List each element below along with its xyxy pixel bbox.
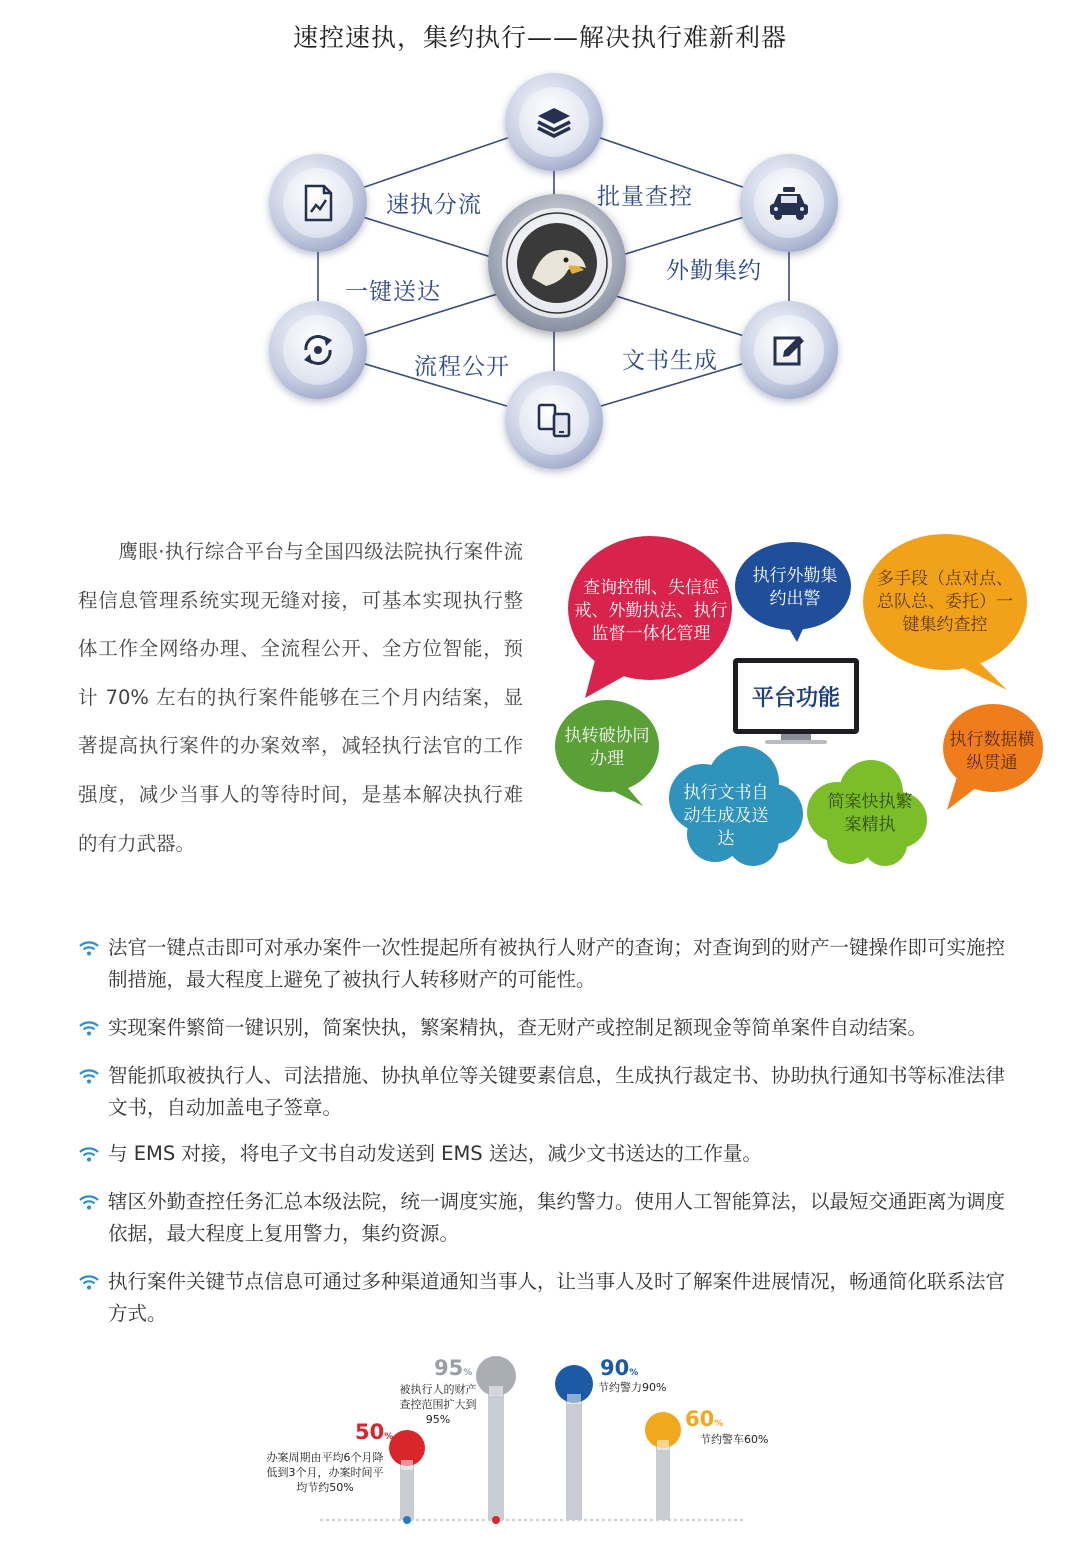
bullet-item: 与 EMS 对接，将电子文书自动发送到 EMS 送达，减少文书送达的工作量。	[78, 1138, 1018, 1170]
wifi-icon	[78, 1144, 100, 1164]
label-field-intensive: 外勤集约	[666, 258, 762, 284]
label-process-open: 流程公开	[414, 354, 510, 380]
stat-caption-50: 办案周期由平均6个月降低到3个月，办案时间平均节约50%	[266, 1451, 384, 1494]
stat-value-60: 60%	[685, 1407, 724, 1431]
node-doc-generate	[740, 301, 838, 399]
stat-value-95: 95%	[434, 1356, 473, 1380]
bubble-data-connect: 执行数据横纵贯通	[949, 730, 1035, 773]
node-batch-layers	[505, 73, 603, 171]
page-title: 速控速执，集约执行——解决执行难新利器	[292, 23, 787, 52]
stat-value-50: 50%	[355, 1420, 394, 1444]
bullet-item: 执行案件关键节点信息可通过多种渠道通知当事人，让当事人及时了解案件进展情况，畅通简化联系法官方式。	[78, 1266, 1018, 1330]
bulb-60-percent	[645, 1412, 681, 1520]
document-chart-icon	[300, 183, 336, 223]
eagle-emblem	[502, 208, 612, 318]
wifi-icon	[78, 1066, 100, 1086]
wifi-icon	[78, 1192, 100, 1212]
node-field-car	[740, 154, 838, 252]
wifi-icon	[78, 938, 100, 958]
platform-monitor	[733, 658, 859, 744]
wifi-icon	[78, 1018, 100, 1038]
bullet-item: 法官一键点击即可对承办案件一次性提起所有被执行人财产的查询；对查询到的财产一键操作即可实施控制措施，最大程度上避免了被执行人转移财产的可能性。	[78, 932, 1018, 996]
bullet-item: 辖区外勤查控任务汇总本级法院，统一调度实施，集约警力。使用人工智能算法，以最短交通距离为调度依据，最大程度上复用警力，集约资源。	[78, 1186, 1018, 1250]
bullet-item: 实现案件繁简一键识别，简案快执，繁案精执，查无财产或控制足额现金等简单案件自动结案。	[78, 1012, 1028, 1044]
intro-paragraph: 鹰眼·执行综合平台与全国四级法院执行案件流程信息管理系统实现无缝对接，可基本实现执行整体工作全网络办理、全流程公开、全方位智能，预计 70% 左右的执行案件能够在三个月内结案，显著提高执行案件的办案效率，减轻执行法官的工作强度，减少当事人的等待时间，是基本解决执行难的有力武器。	[78, 540, 523, 855]
stat-caption-90: 节约警力90%	[598, 1381, 667, 1394]
police-car-icon	[767, 183, 811, 223]
refresh-cycle-icon	[298, 330, 338, 370]
bulb-90-percent	[555, 1365, 593, 1520]
stat-caption-95: 被执行人的财产查控范围扩大到95%	[399, 1383, 477, 1426]
platform-center-label: 平台功能	[751, 685, 840, 711]
bubble-transfer: 执转破协同办理	[564, 726, 650, 769]
stat-value-90: 90%	[600, 1356, 639, 1380]
node-fast-split	[269, 154, 367, 252]
node-process-open	[505, 371, 603, 469]
wifi-icon	[78, 1272, 100, 1292]
stat-caption-60: 节约警车60%	[700, 1433, 769, 1446]
bubble-field-dispatch: 执行外勤集约出警	[752, 566, 838, 609]
bubble-doc-auto: 执行文书自动生成及送达	[683, 782, 769, 849]
bullet-item: 智能抓取被执行人、司法措施、协执单位等关键要素信息，生成执行裁定书、协助执行通知书等标准法律文书，自动加盖电子签章。	[78, 1060, 1018, 1124]
layers-icon	[534, 102, 574, 142]
label-fast-split: 速执分流	[386, 192, 482, 218]
label-batch-control: 批量查控	[597, 184, 693, 210]
edit-document-icon	[769, 330, 809, 370]
bulb-50-percent	[389, 1430, 425, 1524]
label-doc-generate: 文书生成	[622, 348, 718, 374]
bubble-multi-means: 多手段（点对点、总队总、委托）一键集约查控	[877, 568, 1013, 635]
bubble-simple-complex: 简案快执繁案精执	[827, 792, 913, 835]
bubble-query-control: 查询控制、失信惩戒、外勤执法、执行监督一体化管理	[574, 577, 728, 644]
center-logo	[488, 194, 626, 332]
label-one-click-deliver: 一键送达	[345, 279, 441, 305]
bulb-95-percent	[476, 1356, 516, 1524]
node-one-click-deliver	[269, 301, 367, 399]
devices-icon	[534, 400, 574, 440]
